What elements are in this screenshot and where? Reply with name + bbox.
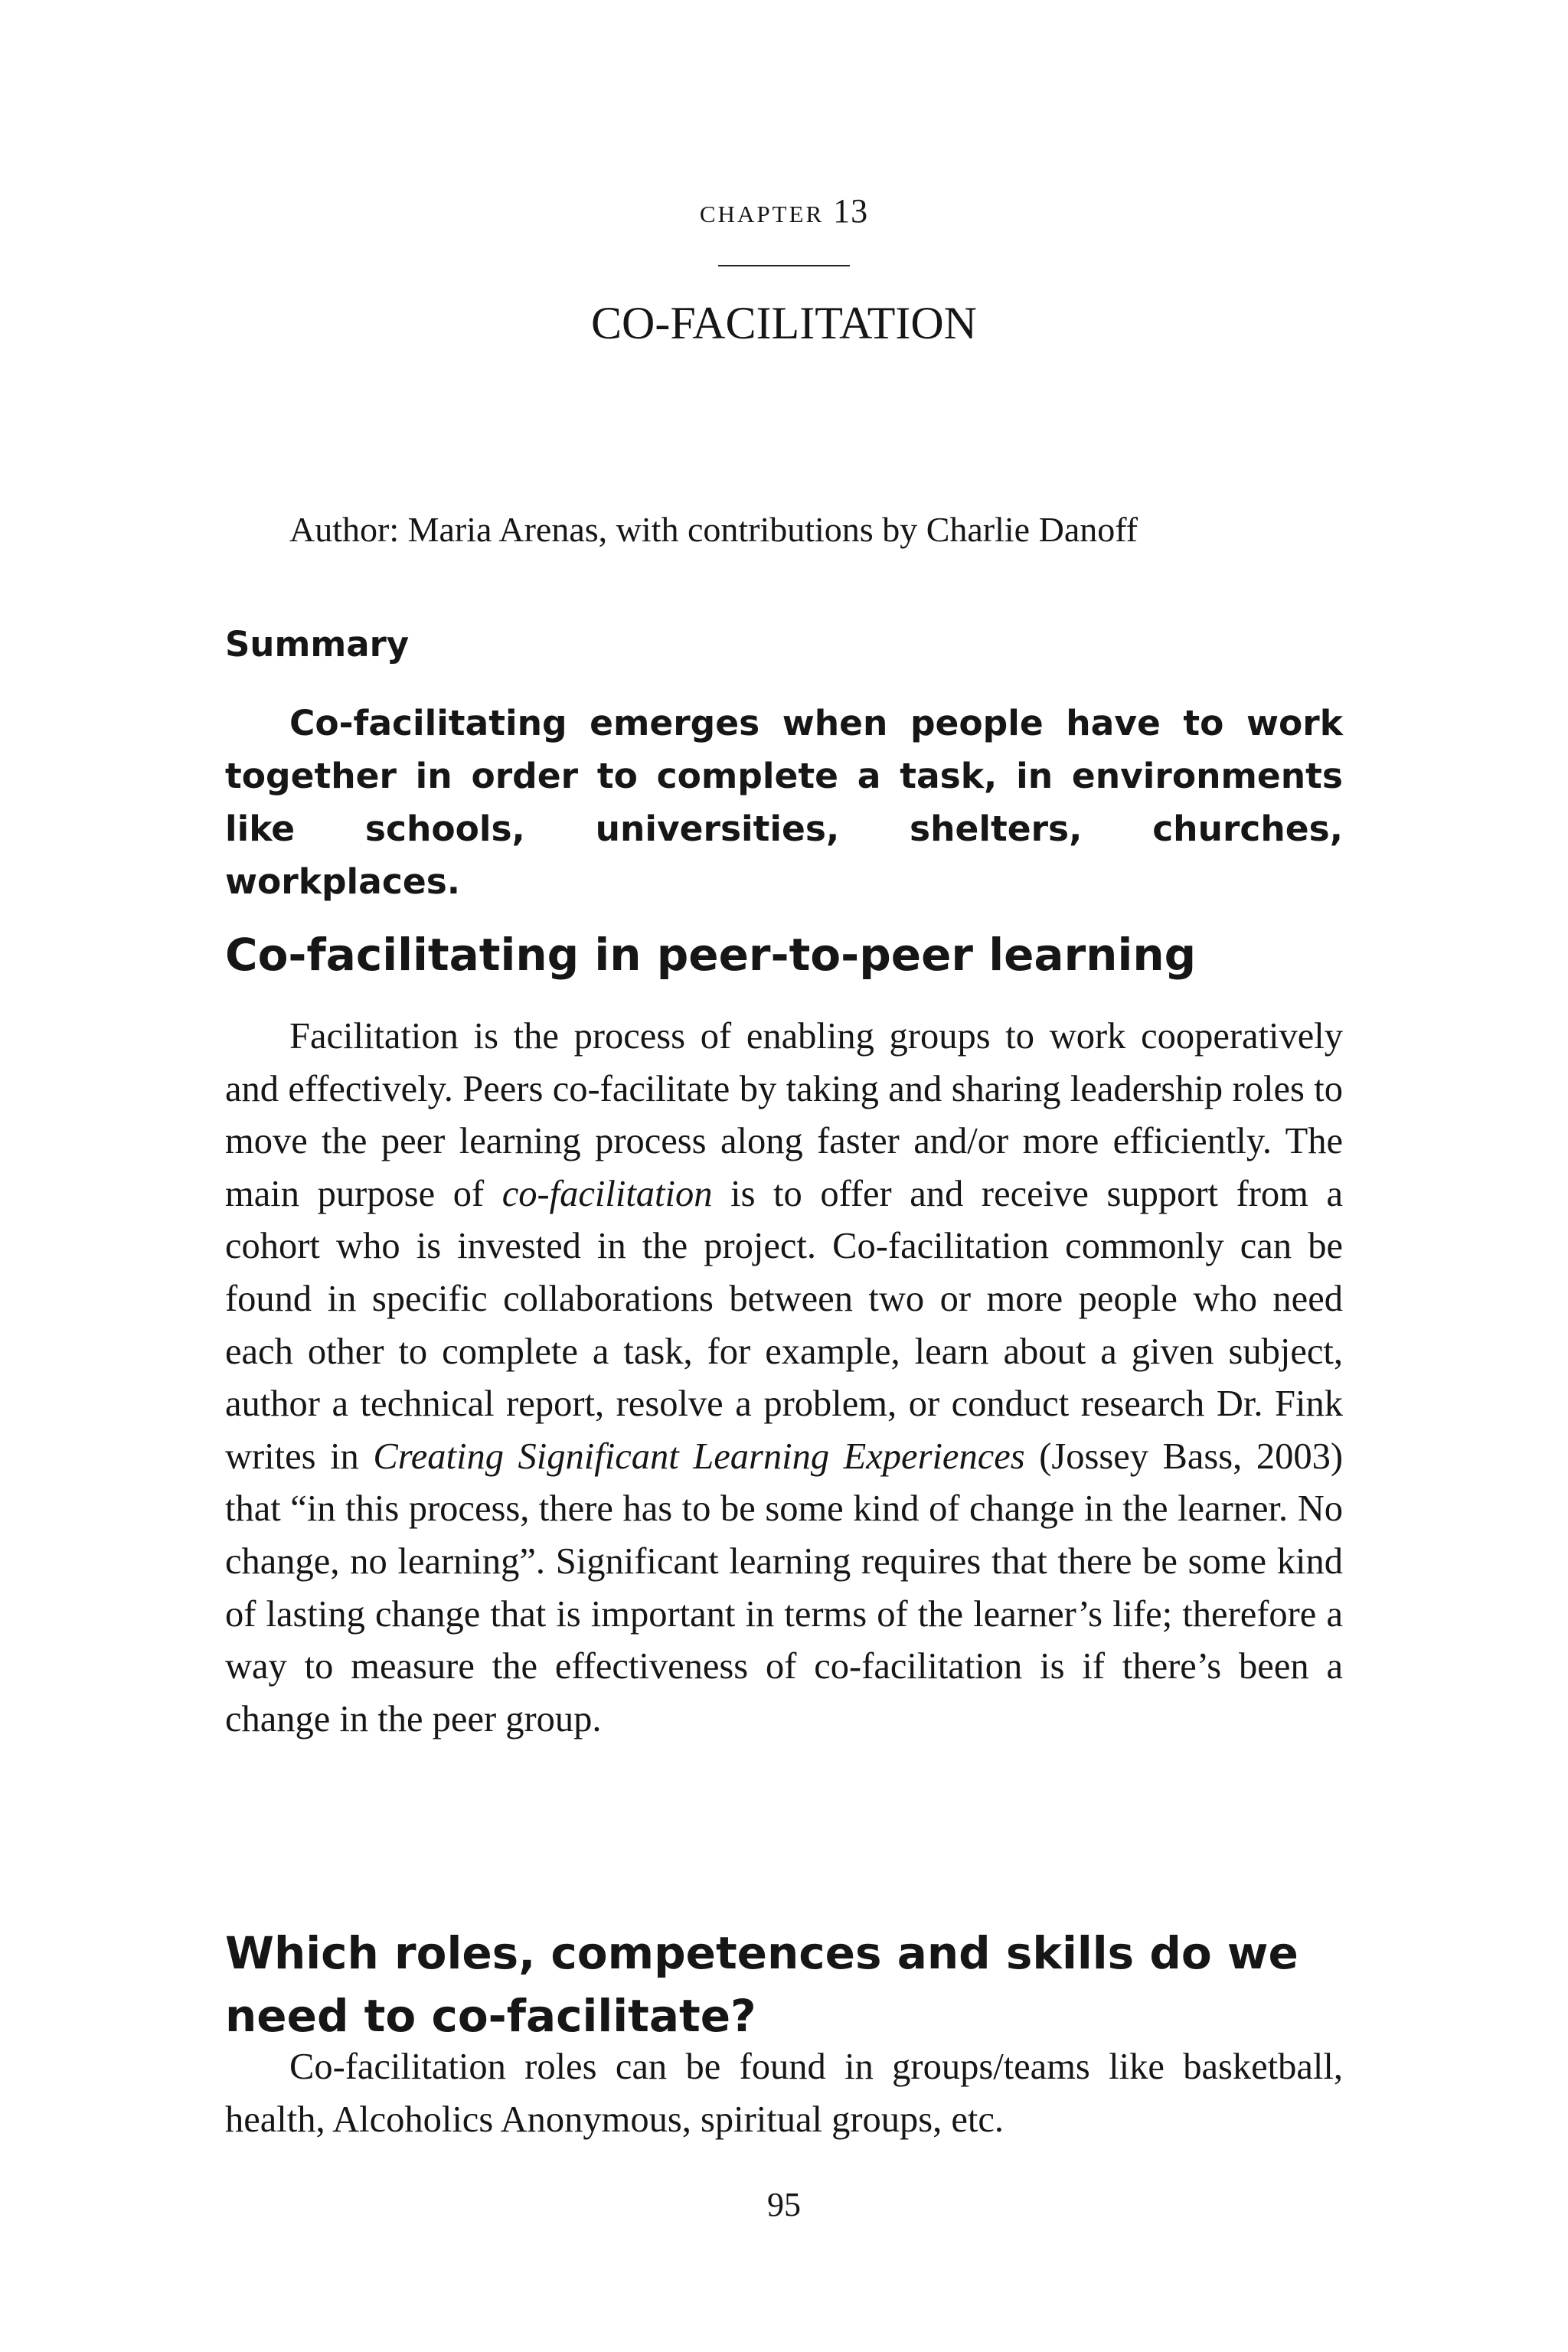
- page-number: 95: [767, 2186, 801, 2223]
- emphasis-term: co-facilitation: [501, 1173, 713, 1214]
- section-heading-roles: Which roles, competences and skills do we need to co-facilitate?: [225, 1927, 1298, 2042]
- chapter-label-word: chapter: [699, 192, 825, 230]
- chapter-number: 13: [833, 192, 869, 230]
- author-line: Author: Maria Arenas, with contributions by Charlie Danoff: [289, 510, 1138, 549]
- chapter-divider: [718, 265, 850, 266]
- book-title: Creating Significant Learning Experiences: [373, 1436, 1025, 1477]
- chapter-label: [0, 191, 1568, 230]
- section-heading-peer-learning: Co-facilitating in peer-to-peer learning: [225, 929, 1197, 981]
- section-paragraph-roles: Co-facilitation roles can be found in groups/teams like basketball, health, Alcoholics Anonymous, spiritual groups, etc.: [225, 2047, 1343, 2140]
- paragraph-text: is to offer and receive support from a cohort who is invested in the project. Co-facilitation commonly can be found in specific collaborations between two or more people who need each other to complete a task, for example, learn about a given subject, author a technical report, resolve a problem, or conduct research Dr. Fink writes in: [225, 1173, 1343, 1477]
- paragraph-text: (Jossey Bass, 2003) that “in this process, there has to be some kind of change in the learner. No change, no learning”. Significant learning requires that there be some kind of lasting change that is important in terms of the learner’s life; therefore a way to measure the effectiveness of co-facilitation is if there’s been a change in the peer group.: [225, 1436, 1343, 1740]
- section-paragraph-peer-learning: [225, 1011, 1343, 1746]
- paragraph-text: Facilitation is the process of enabling groups to work cooperatively and effectively. Peers co-facilitate by taking and sharing leadership roles to move the peer learning process along faster and/or more efficiently. The main purpose of: [225, 1016, 1343, 1214]
- summary-heading: Summary: [225, 624, 410, 665]
- chapter-title: CO-FACILITATION: [590, 298, 978, 348]
- summary-body: Co-facilitating emerges when people have to work together in order to complete a task, in environments like schools, universities, shelters, churches, workplaces.: [225, 703, 1343, 902]
